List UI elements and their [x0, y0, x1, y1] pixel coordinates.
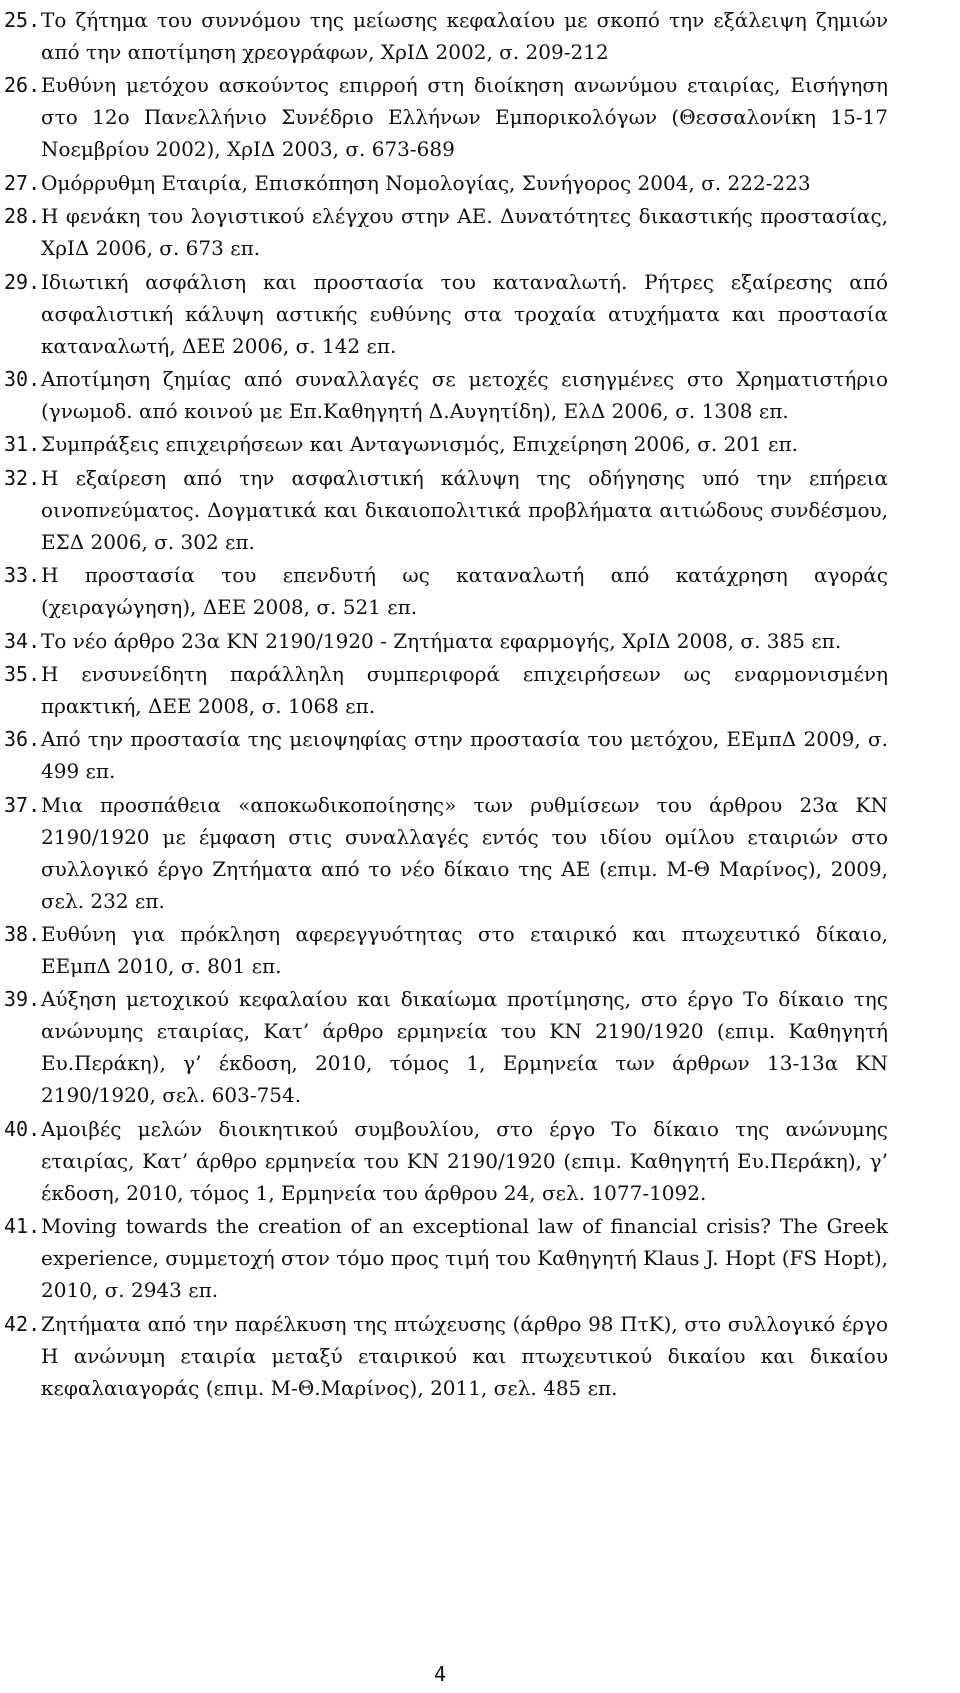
list-item — [4, 363, 888, 427]
entry-number: 41. — [4, 1214, 41, 1239]
entry-number: 39. — [4, 987, 41, 1012]
list-item — [4, 723, 888, 787]
entry-text: Η εξαίρεση από την ασφαλιστική κάλυψη της οδήγησης υπό την επήρεια οινοπνεύματος. Δογματικά και δικαιοπολιτικά προβλήματα αιτιώδους συνδέσμου, ΕΣΔ 2006, σ. 302 επ. — [41, 465, 888, 554]
entry-number: 42. — [4, 1311, 41, 1336]
entry-text: Συμπράξεις επιχειρήσεων και Ανταγωνισμός, Επιχείρηση 2006, σ. 201 επ. — [41, 432, 798, 457]
entry-text: Αποτίμηση ζημίας από συναλλαγές σε μετοχές εισηγμένες στο Χρηματιστήριο (γνωμοδ. από κοινού με Επ.Καθηγητή Δ.Αυγητίδη), ΕλΔ 2006, σ. 1308 επ. — [41, 366, 888, 423]
entry-number: 25. — [4, 8, 41, 32]
page-number: 4 — [433, 1662, 447, 1686]
entry-text: Το ζήτημα του συννόμου της μείωσης κεφαλαίου με σκοπό την εξάλειψη ζημιών από την αποτίμηση χρεογράφων, ΧρΙΔ 2002, σ. 209-212 — [41, 8, 888, 64]
entry-text: Το νέο άρθρο 23α ΚΝ 2190/1920 - Ζητήματα εφαρμογής, ΧρΙΔ 2008, σ. 385 επ. — [41, 628, 842, 653]
entry-text: Ομόρρυθμη Εταιρία, Επισκόπηση Νομολογίας, Συνήγορος 2004, σ. 222-223 — [41, 170, 811, 195]
entry-text: Moving towards the creation of an exceptional law of financial crisis? The Greek experience, συμμετοχή στον τόμο προς τιμή του Καθηγητή Klaus J. Hopt (FS Hopt), 2010, σ. 2943 επ. — [41, 1214, 888, 1303]
entry-text: Αμοιβές μελών διοικητικού συμβουλίου, στο έργο Το δίκαιο της ανώνυμης εταιρίας, Κατ’ άρθρο ερμηνεία του ΚΝ 2190/1920 (επιμ. Καθηγητή Ευ.Περάκη), γ’ έκδοση, 2010, τόμος 1, Ερμηνεία του άρθρου 24, σελ. 1077-1092. — [41, 1116, 888, 1205]
list-item — [4, 1113, 888, 1209]
list-item — [4, 559, 888, 623]
entry-text: Μια προσπάθεια «αποκωδικοποίησης» των ρυθμίσεων του άρθρου 23α ΚΝ 2190/1920 με έμφαση στις συναλλαγές εντός του ιδίου ομίλου εταιριών στο συλλογικό έργο Ζητήματα από το νέο δίκαιο της ΑΕ (επιμ. Μ-Θ Μαρίνος), 2009, σελ. 232 επ. — [41, 792, 888, 913]
entry-text: Η προστασία του επενδυτή ως καταναλωτή από κατάχρηση αγοράς (χειραγώγηση), ΔΕΕ 2008, σ. 521 επ. — [41, 563, 888, 620]
entry-number: 38. — [4, 922, 41, 947]
entry-number: 32. — [4, 465, 41, 490]
entry-text: Ιδιωτική ασφάλιση και προστασία του καταναλωτή. Ρήτρες εξαίρεσης από ασφαλιστική κάλυψη αστικής ευθύνης στα τροχαία ατυχήματα και προστασία καταναλωτή, ΔΕΕ 2006, σ. 142 επ. — [41, 269, 888, 358]
list-item — [4, 167, 888, 199]
entry-number: 40. — [4, 1116, 41, 1141]
entry-number: 27. — [4, 170, 41, 195]
entry-text: Η ενσυνείδητη παράλληλη συμπεριφορά επιχειρήσεων ως εναρμονισμένη πρακτική, ΔΕΕ 2008, σ. 1068 επ. — [41, 661, 888, 718]
list-item — [4, 625, 888, 657]
publication-list — [4, 4, 888, 1405]
list-item — [4, 266, 888, 362]
entry-number: 29. — [4, 269, 41, 294]
entry-number: 26. — [4, 73, 41, 98]
entry-text: Ευθύνη μετόχου ασκούντος επιρροή στη διοίκηση ανωνύμου εταιρίας, Εισήγηση στο 12ο Πανελλήνιο Συνέδριο Ελλήνων Εμπορικολόγων (Θεσσαλονίκη 15-17 Νοεμβρίου 2002), ΧρΙΔ 2003, σ. 673-689 — [41, 73, 888, 162]
list-item — [4, 1308, 888, 1404]
entry-number: 34. — [4, 628, 41, 653]
entry-number: 28. — [4, 204, 41, 229]
list-item — [4, 462, 888, 558]
list-item — [4, 4, 888, 68]
entry-text: Από την προστασία της μειοψηφίας στην προστασία του μετόχου, ΕΕμπΔ 2009, σ. 499 επ. — [41, 727, 888, 784]
list-item — [4, 200, 888, 264]
entry-text: Αύξηση μετοχικού κεφαλαίου και δικαίωμα προτίμησης, στο έργο Το δίκαιο της ανώνυμης εταιρίας, Κατ’ άρθρο ερμηνεία του ΚΝ 2190/1920 (επιμ. Καθηγητή Ευ.Περάκη), γ’ έκδοση, 2010, τόμος 1, Ερμηνεία των άρθρων 13-13α ΚΝ 2190/1920, σελ. 603-754. — [41, 987, 888, 1108]
entry-number: 33. — [4, 563, 41, 588]
entry-text: Ζητήματα από την παρέλκυση της πτώχευσης (άρθρο 98 ΠτΚ), στο συλλογικό έργο Η ανώνυμη εταιρία μεταξύ εταιρικού και πτωχευτικού δικαίου και δικαίου κεφαλαιαγοράς (επιμ. Μ-Θ.Μαρίνος), 2011, σελ. 485 επ. — [41, 1311, 888, 1400]
entry-number: 30. — [4, 366, 41, 391]
list-item — [4, 983, 888, 1111]
entry-text: Ευθύνη για πρόκληση αφερεγγυότητας στο εταιρικό και πτωχευτικό δίκαιο, ΕΕμπΔ 2010, σ. 801 επ. — [41, 922, 888, 979]
list-item — [4, 1210, 888, 1306]
entry-number: 31. — [4, 432, 41, 457]
list-item — [4, 658, 888, 722]
list-item — [4, 789, 888, 917]
entry-number: 36. — [4, 727, 41, 752]
entry-number: 37. — [4, 792, 41, 817]
list-item — [4, 69, 888, 165]
entry-number: 35. — [4, 661, 41, 686]
list-item — [4, 428, 888, 460]
list-item — [4, 918, 888, 982]
entry-text: Η φενάκη του λογιστικού ελέγχου στην ΑΕ. Δυνατότητες δικαστικής προστασίας, ΧρΙΔ 2006, σ. 673 επ. — [41, 204, 888, 261]
